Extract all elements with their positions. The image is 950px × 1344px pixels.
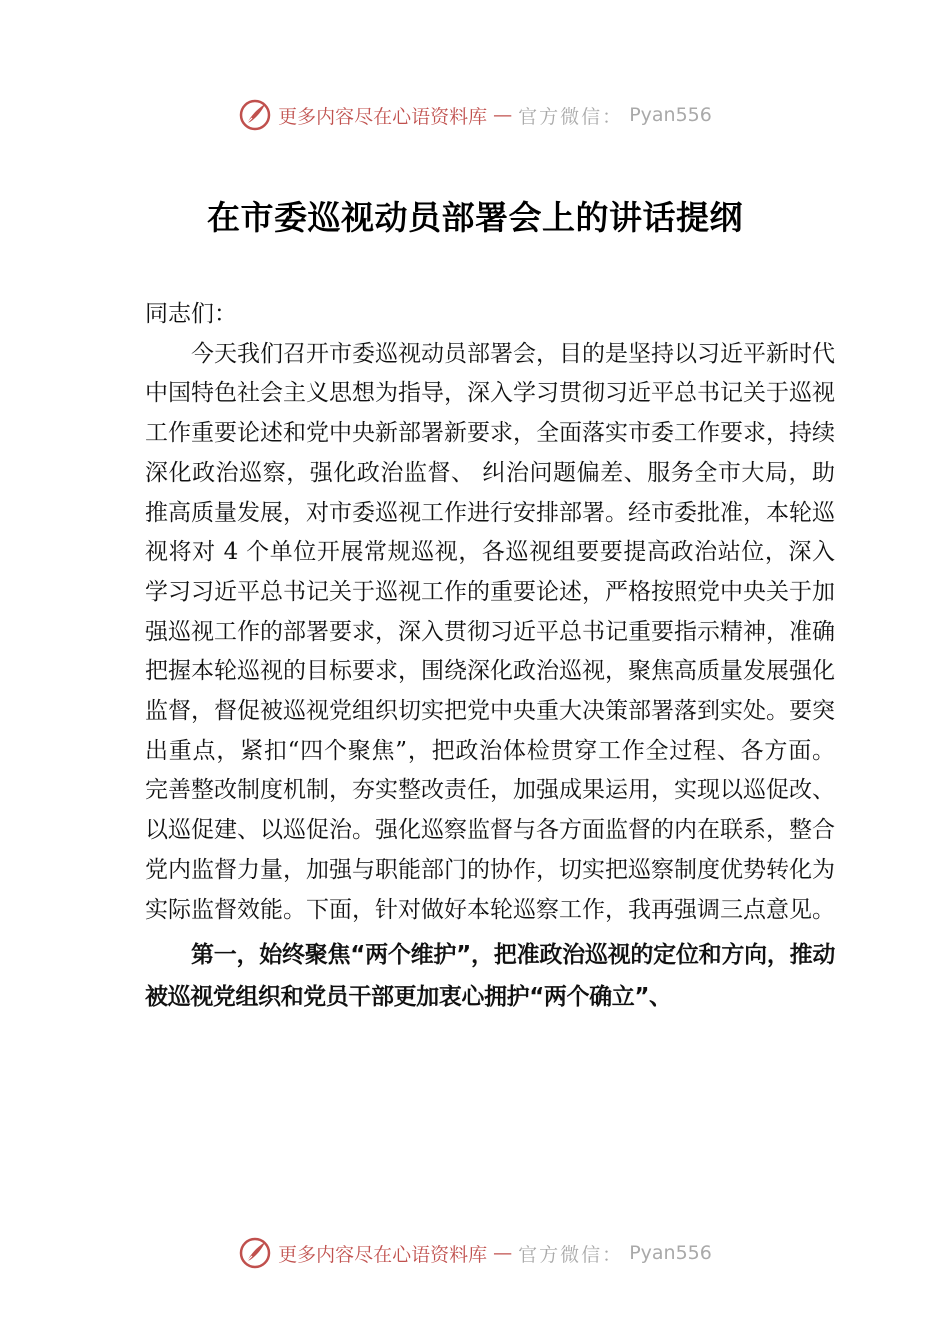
watermark-text: 更多内容尽在心语资料库 [278, 105, 488, 128]
watermark-wechat-id: Pyan556 [629, 1242, 712, 1264]
document-title: 在市委巡视动员部署会上的讲话提纲 [207, 198, 743, 237]
watermark-wechat-label: 官方微信： [518, 105, 624, 128]
watermark-wechat-id: Pyan556 [629, 104, 712, 126]
watermark-header [0, 95, 950, 135]
watermark-separator: — [493, 104, 513, 126]
salutation: 同志们： [145, 301, 237, 327]
quill-pen-logo-icon [238, 98, 272, 132]
watermark-separator: — [493, 1242, 513, 1264]
section-heading: 第一，始终聚焦“两个维护”，把准政治巡视的定位和方向，推动被巡视党组织和党员干部更加衷心拥护“两个确立”、 [145, 942, 835, 1011]
quill-pen-logo-icon [238, 1236, 272, 1270]
paragraph: 今天我们召开市委巡视动员部署会，目的是坚持以习近平新时代中国特色社会主义思想为指导，深入学习贯彻习近平总书记关于巡视工作重要论述和党中央新部署新要求，全面落实市委工作要求，持续深化政治巡察，强化政治监督、 纠治问题偏差、服务全市大局，助推高质量发展，对市委巡视工作进行安排部署。经市委批准，本轮巡视将对 4 个单位开展常规巡视，各巡视组要要提高政治站位，深入学习习近平总书记关于巡视工作的重要论述，严格按照党中央关于加强巡视工作的部署要求，深入贯彻习近平总书记重要指示精神，准确把握本轮巡视的目标要求，围绕深化政治巡视，聚焦高质量发展强化监督，督促被巡视党组织切实把党中央重大决策部署落到实处。要突出重点，紧扣“四个聚焦”，把政治体检贯穿工作全过程、各方面。完善整改制度机制，夯实整改责任，加强成果运用，实现以巡促改、以巡促建、以巡促治。强化巡察监督与各方面监督的内在联系，整合党内监督力量，加强与职能部门的协作，切实把巡察制度优势转化为实际监督效能。下面，针对做好本轮巡察工作，我再强调三点意见。 [145, 340, 835, 923]
watermark-text: 更多内容尽在心语资料库 [278, 1243, 488, 1266]
watermark-wechat-label: 官方微信： [518, 1243, 624, 1266]
document-body [145, 295, 835, 1018]
watermark-footer [0, 1233, 950, 1273]
